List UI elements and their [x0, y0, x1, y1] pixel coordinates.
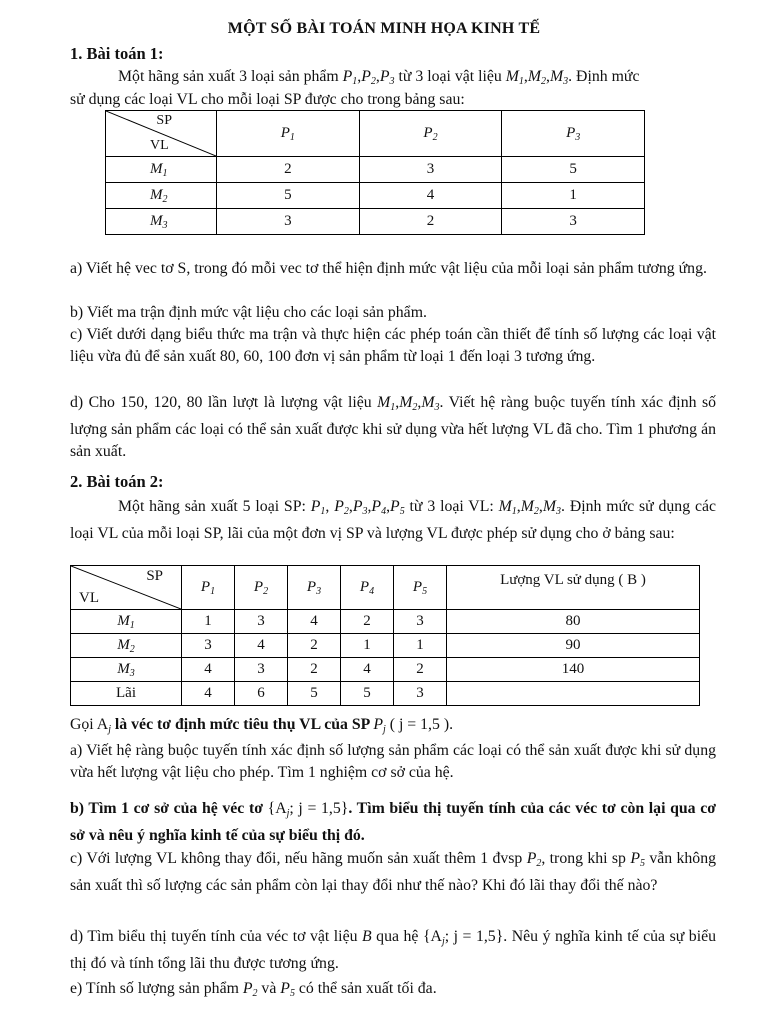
problem1-intro: Một hãng sản xuất 3 loại sản phẩm $P_1,P_2,P_3$ từ 3 loại vật liệu $M_1,M_2,M_3$. Định mức [118, 68, 640, 87]
table-row: Lãi 4 6 5 5 3 [71, 682, 700, 706]
problem2-question-e: e) Tính số lượng sản phẩm $P_2$ và $P_5$ có thể sản xuất tối đa. [70, 980, 437, 999]
problem2-question-c: c) Với lượng VL không thay đổi, nếu hãng muốn sản xuất thêm 1 đvsp $P_2$, trong khi sp $P_5$ vẫn không sản xuất thì số lượng các sản phẩm còn lại thay đổi như thế nào? Khi đó lãi thay đổi thế nào? [70, 850, 717, 894]
table-row: $M_1$ 2 3 5 [106, 157, 645, 183]
problem1-table [105, 110, 645, 235]
problem1-question-a: a) Viết hệ vec tơ S, trong đó mỗi vec tơ thể hiện định mức vật liệu của mỗi loại sản phẩm tương ứng. [70, 260, 707, 277]
table-row: $M_2$ 3 4 2 1 1 90 [71, 634, 700, 658]
problem1-heading: 1. Bài toán 1: [70, 44, 164, 63]
problem2-question-b: b) Tìm 1 cơ sở của hệ véc tơ {$A_j$; j = 1,5}. Tìm biểu thị tuyến tính của các véc tơ còn lại qua cơ sở và nêu ý nghĩa kinh tế của sự biểu thị đó. [70, 800, 716, 844]
table1-col-header: $P_1$ [217, 111, 360, 157]
table1-corner: SP VL [106, 111, 217, 157]
table-row: $M_2$ 5 4 1 [106, 183, 645, 209]
problem1-question-b: b) Viết ma trận định mức vật liệu cho các loại sản phẩm. [70, 304, 427, 321]
problem1-question-c: c) Viết dưới dạng biểu thức ma trận và thực hiện các phép toán cần thiết để tính số lượng các loại vật liệu vừa đủ để sản xuất 80, 60, 100 đơn vị sản phẩm từ loại 1 đến loại 3 tương ứng. [70, 326, 716, 365]
problem2-heading: 2. Bài toán 2: [70, 472, 164, 491]
table-row: $M_3$ 3 2 3 [106, 209, 645, 235]
page-title: MỘT SỐ BÀI TOÁN MINH HỌA KINH TẾ [227, 20, 541, 37]
problem2-question-d: d) Tìm biểu thị tuyến tính của véc tơ vật liệu B qua hệ {$A_j$; j = 1,5}. Nêu ý nghĩa kinh tế của sự biểu thị đó và tính tổng lãi thu được tương ứng. [70, 928, 716, 972]
problem2-intro: Một hãng sản xuất 5 loại SP: $P_1$, $P_2,P_3,P_4,P_5$ từ 3 loại VL: $M_1,M_2,M_3$. Định mức sử dụng các loại VL của mỗi loại SP, lãi của một đơn vị SP và lượng VL được phép sử dụng cho ở bảng sau: [70, 498, 716, 542]
problem2-table: SP VL $P_1$ $P_2$ $P_3$ $P_4$ $P_5$ Lượng VL sử dụng ( B ) $M_1$ 1 3 4 2 3 80 $M_2$ 3 4 2 1 1 90 $M_3$ 4 3 2 4 2 140 Lãi 4 6 5 5 3 [70, 565, 700, 706]
problem2-question-a: a) Viết hệ ràng buộc tuyến tính xác định số lượng sản phẩm các loại có thể sản xuất được khi sử dụng vừa hết lượng vật liệu cho phép. Tìm 1 nghiệm cơ sở của hệ. [70, 742, 716, 781]
table-row: $M_3$ 4 3 2 4 2 140 [71, 658, 700, 682]
table2-corner: SP VL [71, 566, 182, 610]
problem2-definition: Gọi $A_j$ là véc tơ định mức tiêu thụ VL của SP $P_j$ ( j = 1,5 ). [70, 716, 454, 735]
table-row: $M_1$ 1 3 4 2 3 80 [71, 610, 700, 634]
table1-col-header: $P_2$ [359, 111, 502, 157]
table1-col-header: $P_3$ [502, 111, 645, 157]
problem1-question-d: d) Cho 150, 120, 80 lần lượt là lượng vật liệu $M_1,M_2,M_3$. Viết hệ ràng buộc tuyến tính xác định số lượng sản phẩm các loại có thể sản xuất được khi sử dụng vừa hết lượng VL đã cho. Tìm 1 phương án sản xuất. [70, 394, 717, 460]
problem1-intro-line2: sử dụng các loại VL cho mỗi loại SP được cho trong bảng sau: [70, 91, 465, 108]
